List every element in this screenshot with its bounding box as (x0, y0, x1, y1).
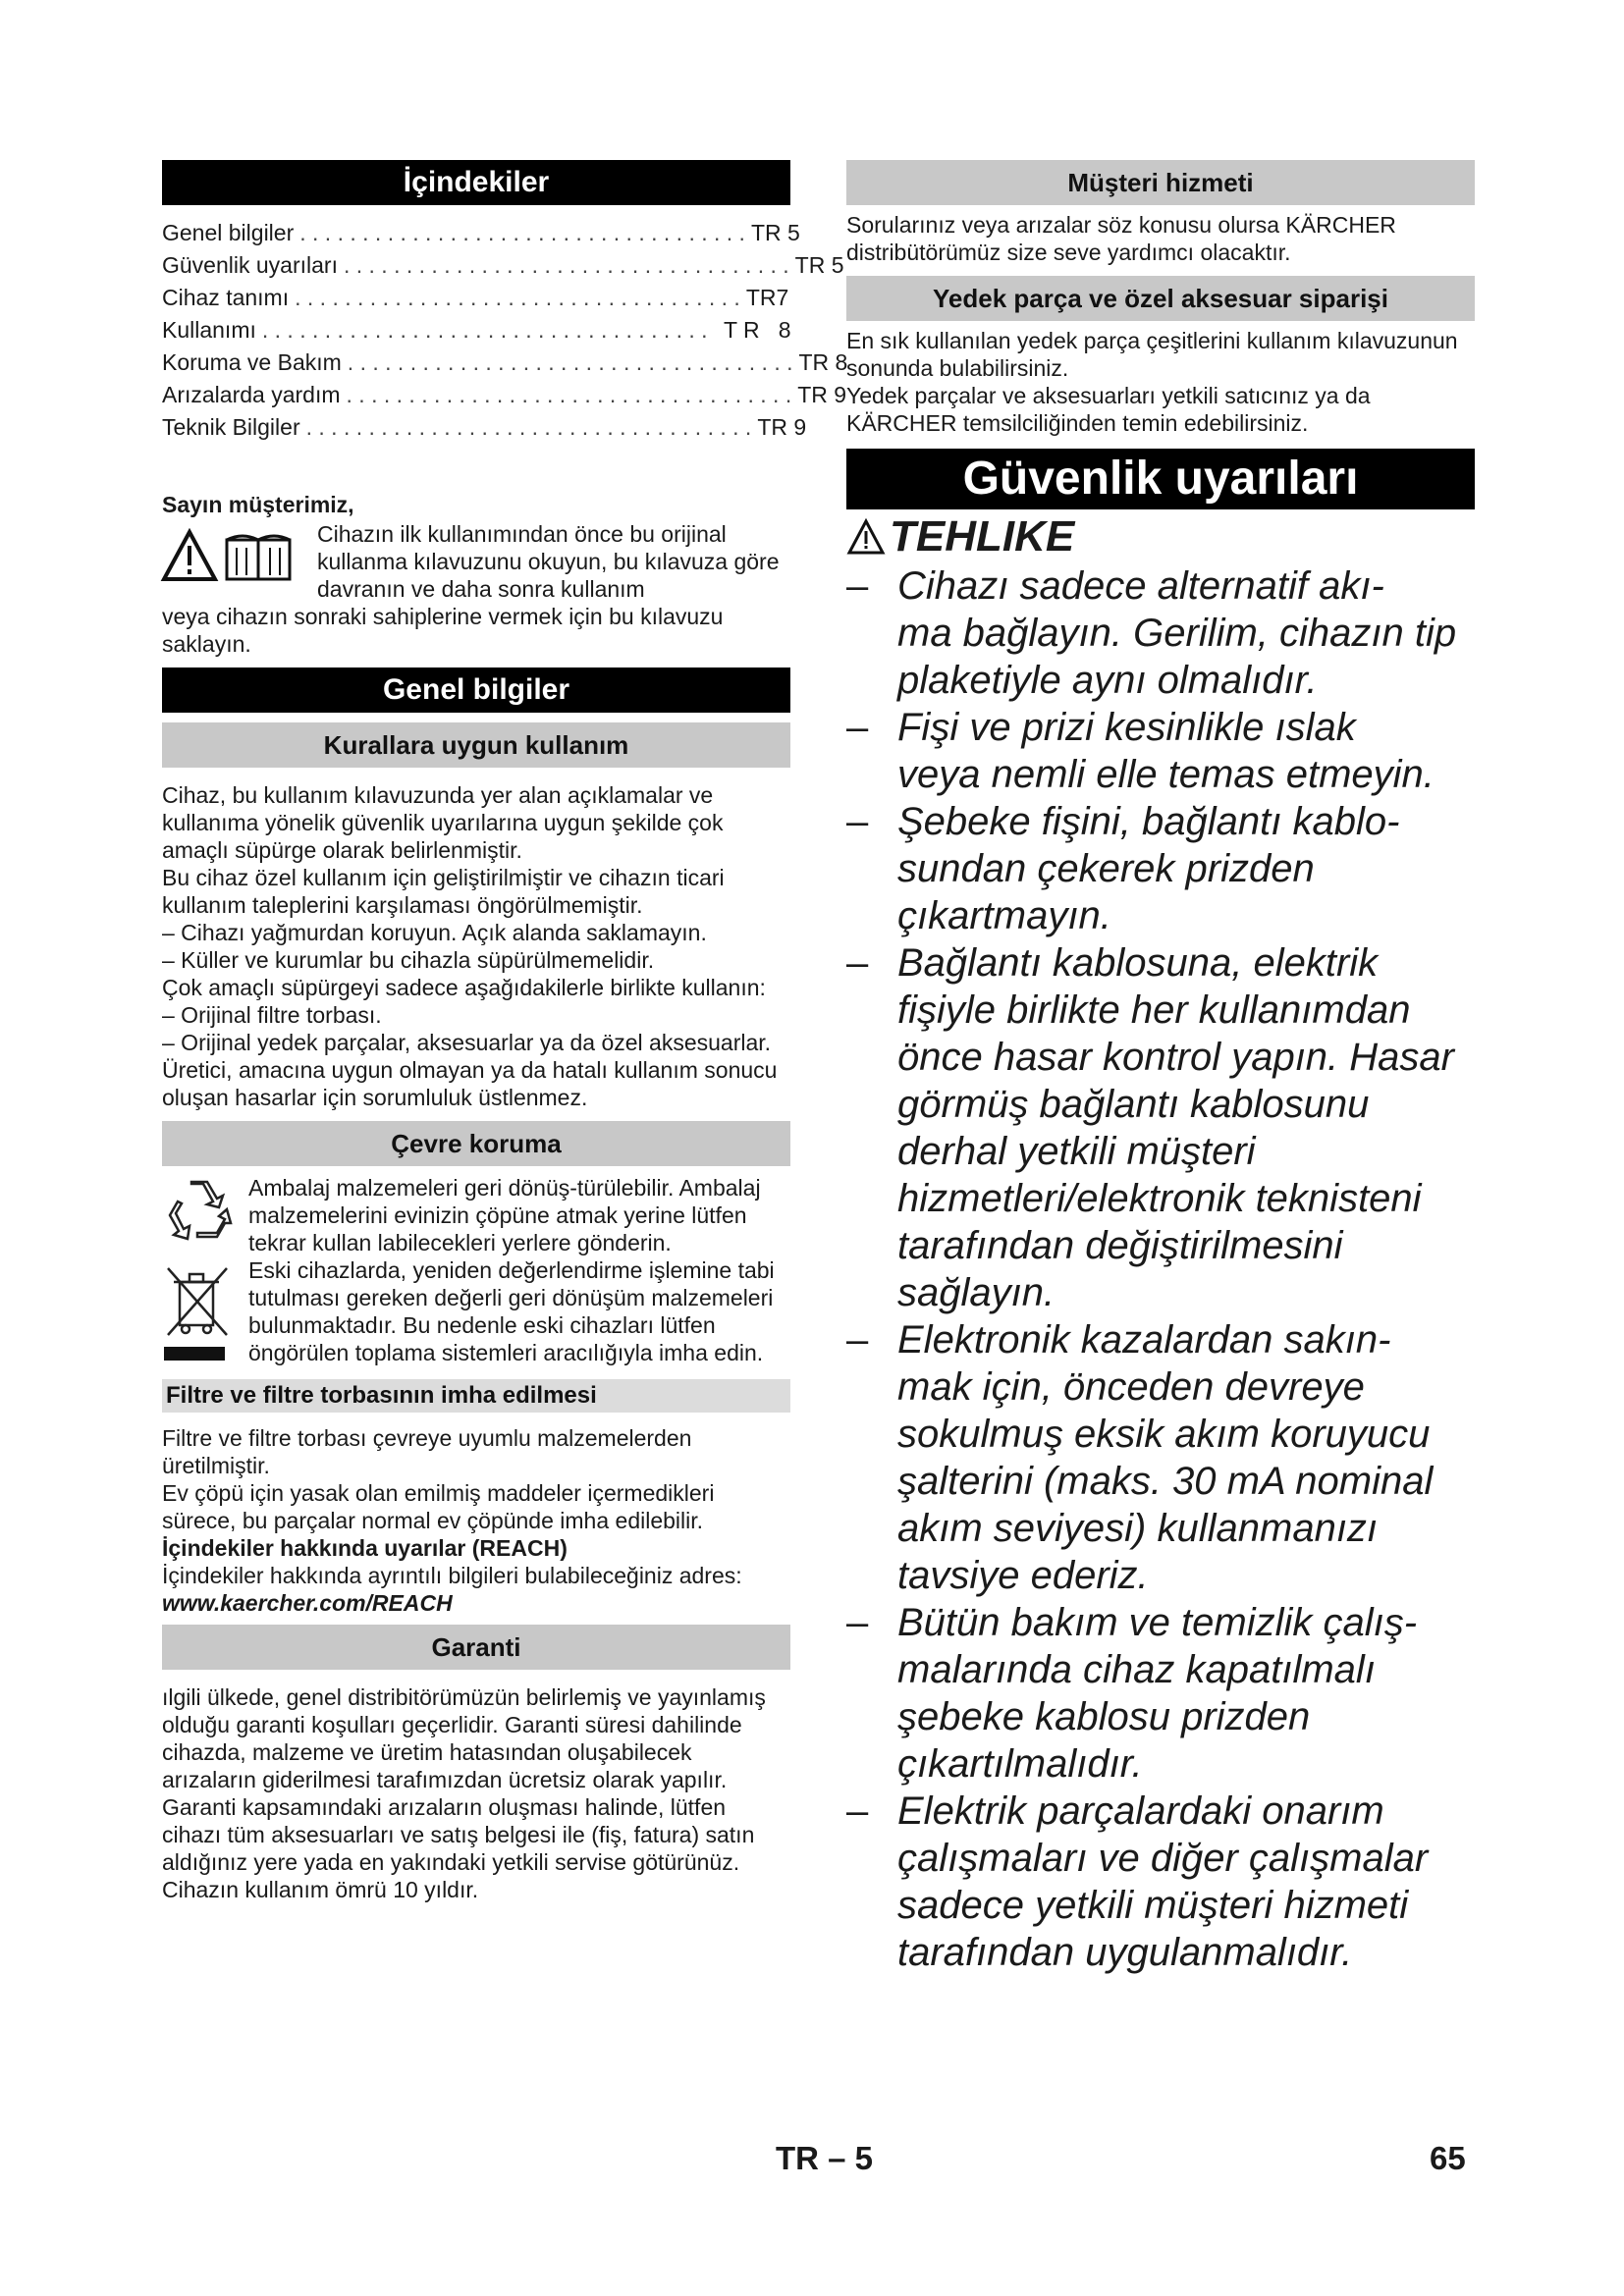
customer-service-text: Sorularınız veya arızalar söz konusu olursa KÄRCHER distribütörümüz size seve yardımcı olacaktır. (846, 212, 1396, 265)
toc-item[interactable]: Arızalarda yardım . . . . . . . . . . . . . . . . . . . . . . . . . . . . . . . . . . . . TR 9 (162, 382, 847, 407)
list-item: – Cihazı sadece alternatif akı- ma bağlayın. Gerilim, cihazın tip plaketiyle aynı olmalıdır. (846, 564, 1457, 702)
toc-item[interactable]: Kullanımı . . . . . . . . . . . . . . . . . . . . . . . . . . . . . . . . . . . . T R 8 (162, 317, 791, 343)
dear-customer-block (162, 520, 790, 603)
filter-disposal-title: Filtre ve filtre torbasının imha edilmesi (162, 1379, 790, 1413)
dear-customer-text-rest: veya cihazın sonraki sahiplerine vermek için bu kılavuzu saklayın. (162, 604, 724, 657)
danger-heading: TEHLIKE (846, 511, 1475, 562)
list-item: – Şebeke fişini, bağlantı kablo- sundan çekerek prizden çıkartmayın. (846, 800, 1400, 937)
left-column (162, 160, 848, 1903)
warranty-title: Garanti (162, 1625, 790, 1670)
dear-customer-heading: Sayın müşterimiz, (162, 492, 354, 517)
dear-customer-text: Cihazın ilk kullanımından önce bu orijinal kullanma kılavuzunu okuyun, bu kılavuza göre davranın ve daha sonra kullanım (317, 521, 780, 602)
weee-block (162, 1256, 790, 1373)
warranty-text: ılgili ülkede, genel distribitörümüzün belirlemiş ve yayınlamış olduğu garanti koşulları geçerlidir. Garanti süresi dahilinde cihazda, malzeme ve üretim hatasından oluşabilecek arızaların giderilmesi tarafımızdan ücretsiz olarak yapılır. Garanti kapsamındaki arızaların oluşması halinde, lütfen cihazı tüm aksesuarları ve satış belgesi ile (fiş, fatura) satın aldığınız yere yada en yakındaki yetkili servise götürünüz. Cihazın kullanım ömrü 10 yıldır. (162, 1684, 766, 1902)
manual-book-icon (227, 536, 290, 579)
warning-triangle-icon (846, 518, 886, 556)
proper-use-body: Cihaz, bu kullanım kılavuzunda yer alan açıklamalar ve kullanıma yönelik güvenlik uyarılarına uygun şekilde çok amaçlı süpürge olarak belirlenmiştir. Bu cihaz özel kullanım için geliştirilmiştir ve cihazın ticari kullanım taleplerini karşılaması öngörülmemiştir. – Cihazı yağmurdan koruyun. Açık alanda saklamayın. – Küller ve kurumlar bu cihazla süpürülmemelidir. Çok amaçlı süpürgeyi sadece aşağıdakilerle birlikte kullanın: – Orijinal filtre torbası. – Orijinal yedek parçalar, aksesuarlar ya da özel aksesuarlar. Üretici, amacına uygun olmayan ya da hatalı kullanım sonucu oluşan hasarlar için sorumluluk üstlenmez. (162, 782, 778, 1110)
right-column: Müşteri hizmeti Sorularınız veya arızalar söz konusu olursa KÄRCHER distribütörümüz size seve yardımcı olacaktır. Yedek parça ve özel aksesuar siparişi En sık kullanılan yedek parça çeşitlerini kullanım kılavuzunun sonunda bulabilirsiniz. Yedek parçalar ve aksesuarları yetkili satıcınız ya da KÄRCHER temsilciliğinden temin edebilirsiniz. Güvenlik uyarıları TEHLIKE – Cihazı sadece alternatif akı- ma bağlayın. Gerilim, cihazın tip plaketiyle aynı olmalıdır. – Fişi ve prizi kesinlikle ıslak veya nemli elle temas etmeyin. – Şebeke fişini, bağlantı kablo- sundan çekerek prizden çıkartmayın. – Bağlantı kablosuna, elektrik fişiyle birlikte her kullanımdan önce hasar kontrol yapın. Hasar görmüş bağlantı kablosunu derhal yetkili müşteri hizmetleri/elektronik teknisteni tarafından değiştirilmesini sağlayın. – Elektronik kazalardan sakın- mak için, önceden devreye sokulmuş eksik akım koruyucu şalterini (maks. 30 mA nominal akım seviyesi) kullanmanızı tavsiye ederiz. – Bütün bakım ve temizlik çalış- malarında cihaz kapatılmalı şebeke kablosu prizden çıkartılmalıdır. – Elektrik parçalardaki onarım çalışmaları ve diğer çalışmalar sadece yetkili müşteri hizmeti tarafından uygulanmalıdır. (846, 160, 1475, 1976)
toc-item[interactable]: Teknik Bilgiler . . . . . . . . . . . . . . . . . . . . . . . . . . . . . . . . . . . . TR 9 (162, 414, 807, 440)
list-item: – Elektronik kazalardan sakın- mak için, önceden devreye sokulmuş eksik akım koruyucu şalterini (maks. 30 mA nominal akım seviyesi) kullanmanızı tavsiye ederiz. (846, 1318, 1434, 1597)
page-label: TR – 5 (776, 2140, 874, 2176)
toc-item[interactable]: Cihaz tanımı . . . . . . . . . . . . . . . . . . . . . . . . . . . . . . . . . . . . TR7 (162, 285, 789, 310)
general-title: Genel bilgiler (162, 667, 790, 713)
recycle-text: Ambalaj malzemeleri geri dönüş-türülebilir. Ambalaj malzemelerini evinizin çöpüne atmak yerine lütfen tekrar kullan labilecekleri yerlere gönderin. (248, 1175, 761, 1255)
toc-item[interactable]: Genel bilgiler . . . . . . . . . . . . . . . . . . . . . . . . . . . . . . . . . . . . TR 5 (162, 220, 800, 245)
weee-text: Eski cihazlarda, yeniden değerlendirme işlemine tabi tutulması gereken değerli geri dönüşüm malzemeleri bulunmaktadır. Bu nedenle eski cihazları lütfen öngörülen toplama sistemleri aracılığıyla imha edin. (248, 1257, 775, 1365)
toc-list (162, 217, 848, 444)
list-item: – Bütün bakım ve temizlik çalış- malarında cihaz kapatılmalı şebeke kablosu prizden çıkartılmalıdır. (846, 1601, 1418, 1786)
list-item: – Fişi ve prizi kesinlikle ıslak veya nemli elle temas etmeyin. (846, 706, 1435, 796)
safety-title: Güvenlik uyarıları (846, 449, 1475, 509)
list-item: – Elektrik parçalardaki onarım çalışmaları ve diğer çalışmalar sadece yetkili müşteri hizmeti tarafından uygulanmalıdır. (846, 1789, 1429, 1974)
recycle-icon (162, 1174, 233, 1245)
safety-list (846, 562, 1475, 1976)
toc-item[interactable]: Koruma ve Bakım . . . . . . . . . . . . . . . . . . . . . . . . . . . . . . . . . . . . TR 8 (162, 349, 848, 375)
filter-disposal-body: Filtre ve filtre torbası çevreye uyumlu malzemelerden üretilmiştir. Ev çöpü için yasak olan emilmiş maddeler içermedikleri sürece, bu parçalar normal ev çöpünde imha edilebilir. İçindekiler hakkında uyarılar (REACH) İçindekiler hakkında ayrıntılı bilgileri bulabileceğiniz adres: www.kaercher.com/REACH (162, 1424, 790, 1617)
list-item: – Bağlantı kablosuna, elektrik fişiyle birlikte her kullanımdan önce hasar kontrol yapın. Hasar görmüş bağlantı kablosunu derhal yetkili müşteri hizmetleri/elektronik teknisteni tarafından değiştirilmesini sağlayın. (846, 941, 1454, 1314)
customer-service-title: Müşteri hizmeti (846, 160, 1475, 205)
toc-item[interactable]: Güvenlik uyarıları . . . . . . . . . . . . . . . . . . . . . . . . . . . . . . . . . . . . TR 5 (162, 252, 844, 278)
reach-link[interactable]: www.kaercher.com/REACH (162, 1590, 453, 1616)
toc-title: İçindekiler (162, 160, 790, 205)
recycle-block (162, 1174, 790, 1256)
proper-use-title: Kurallara uygun kullanım (162, 722, 790, 768)
crossed-bin-icon (162, 1260, 233, 1368)
warning-triangle-icon (162, 528, 309, 583)
page-number: 65 (1430, 2140, 1466, 2176)
spare-parts-title: Yedek parça ve özel aksesuar siparişi (846, 276, 1475, 321)
environment-title: Çevre koruma (162, 1121, 790, 1166)
reach-heading: İçindekiler hakkında uyarılar (REACH) (162, 1535, 568, 1561)
